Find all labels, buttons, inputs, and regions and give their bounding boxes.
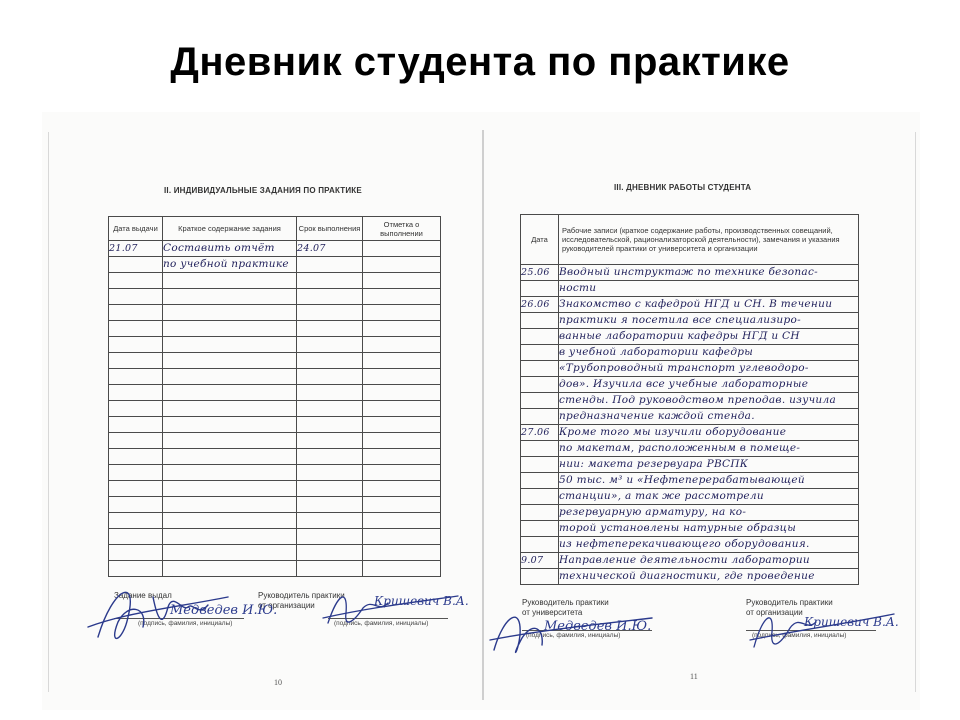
cell-task-summary (163, 433, 297, 449)
right-org-signature (744, 592, 904, 662)
cell-completion-mark (363, 481, 441, 497)
column-header-work-records: Рабочие записи (краткое содержание работы, производственных совещаний, исследовательской, рационализаторской деятельности), замечания и указания руководителей практики от университета и организации (559, 215, 859, 265)
cell-task-summary (163, 385, 297, 401)
right-org-supervisor-label-line2: от организации (746, 608, 803, 617)
right-org-signature-text: Кришевич В.А. (804, 615, 899, 629)
cell-issue-date (109, 369, 163, 385)
cell-completion-mark (363, 241, 441, 257)
cell-work-record: Знакомство с кафедрой НГД и СН. В течении (559, 297, 859, 313)
cell-issue-date (109, 481, 163, 497)
table-row (521, 409, 859, 425)
cell-date (521, 361, 559, 377)
table-row (521, 345, 859, 361)
cell-completion-mark (363, 513, 441, 529)
left-org-caption: (подпись, фамилия, инициалы) (334, 620, 429, 627)
university-supervisor-label-line2: от университета (522, 608, 583, 617)
individual-tasks-table (108, 216, 441, 577)
table-row (109, 449, 441, 465)
cell-date (521, 537, 559, 553)
table-row (109, 417, 441, 433)
cell-work-record: 50 тыс. м³ и «Нефтеперерабатывающей (559, 473, 859, 489)
cell-deadline (297, 353, 363, 369)
cell-work-record: торой установлены натурные образцы (559, 521, 859, 537)
table-row (109, 241, 441, 257)
table-row (109, 433, 441, 449)
table-row (109, 337, 441, 353)
table-row (521, 537, 859, 553)
column-header-date: Дата (521, 215, 559, 265)
table-row (521, 265, 859, 281)
cell-issue-date (109, 513, 163, 529)
cell-deadline (297, 529, 363, 545)
cell-date: 26.06 (521, 297, 559, 313)
cell-issue-date (109, 353, 163, 369)
right-page (482, 112, 920, 710)
university-caption: (подпись, фамилия, инициалы) (526, 632, 621, 639)
cell-deadline (297, 497, 363, 513)
scanned-diary-spread (42, 112, 920, 710)
cell-task-summary (163, 353, 297, 369)
column-header-task-summary: Краткое содержание задания (163, 217, 297, 241)
cell-date: 9.07 (521, 553, 559, 569)
table-row (109, 273, 441, 289)
table-row (109, 481, 441, 497)
cell-deadline (297, 513, 363, 529)
cell-work-record: Направление деятельности лаборатории (559, 553, 859, 569)
cell-work-record: стенды. Под руководством преподав. изучила (559, 393, 859, 409)
cell-completion-mark (363, 257, 441, 273)
cell-task-summary (163, 529, 297, 545)
cell-issue-date (109, 385, 163, 401)
cell-deadline (297, 545, 363, 561)
task-issued-caption: (подпись, фамилия, инициалы) (138, 620, 233, 627)
cell-task-summary (163, 545, 297, 561)
cell-completion-mark (363, 417, 441, 433)
table-row (521, 313, 859, 329)
cell-issue-date (109, 497, 163, 513)
cell-issue-date (109, 465, 163, 481)
table-row (109, 289, 441, 305)
cell-task-summary: Составить отчёт (163, 241, 297, 257)
cell-deadline (297, 401, 363, 417)
task-issued-label: Задание выдал (114, 591, 172, 600)
cell-issue-date (109, 449, 163, 465)
cell-work-record: предназначение каждой стенда. (559, 409, 859, 425)
table-row (109, 369, 441, 385)
cell-date (521, 313, 559, 329)
cell-date (521, 409, 559, 425)
table-row (109, 305, 441, 321)
cell-date: 25.06 (521, 265, 559, 281)
cell-completion-mark (363, 401, 441, 417)
table-row (521, 377, 859, 393)
cell-date (521, 377, 559, 393)
cell-task-summary (163, 305, 297, 321)
cell-completion-mark (363, 305, 441, 321)
table-row (109, 401, 441, 417)
table-row (521, 457, 859, 473)
cell-date: 27.06 (521, 425, 559, 441)
cell-issue-date (109, 321, 163, 337)
right-org-caption: (подпись, фамилия, инициалы) (752, 632, 847, 639)
cell-work-record: из нефтеперекачивающего оборудования. (559, 537, 859, 553)
cell-issue-date (109, 257, 163, 273)
left-org-supervisor-label-line2: от организации (258, 601, 315, 610)
cell-date (521, 569, 559, 585)
cell-issue-date (109, 289, 163, 305)
left-org-signature-text: Кришевич В.А. (374, 594, 469, 608)
cell-completion-mark (363, 433, 441, 449)
cell-issue-date (109, 433, 163, 449)
table-row (521, 329, 859, 345)
table-row (521, 425, 859, 441)
table-row (109, 385, 441, 401)
cell-issue-date (109, 337, 163, 353)
table-row (109, 497, 441, 513)
university-supervisor-signature (482, 590, 672, 665)
column-header-completion-mark: Отметка о выполнении (363, 217, 441, 241)
task-issuer-signature-text: Медведев И.Ю. (170, 603, 278, 618)
table-row (109, 257, 441, 273)
cell-completion-mark (363, 449, 441, 465)
student-work-diary-table (520, 214, 859, 585)
table-row (521, 521, 859, 537)
table-row (109, 529, 441, 545)
left-page-number: 10 (274, 678, 282, 687)
cell-deadline: 24.07 (297, 241, 363, 257)
cell-date (521, 473, 559, 489)
cell-date (521, 489, 559, 505)
column-header-deadline: Срок выполнения (297, 217, 363, 241)
table-row (521, 393, 859, 409)
cell-date (521, 457, 559, 473)
cell-completion-mark (363, 353, 441, 369)
cell-deadline (297, 369, 363, 385)
table-row (109, 321, 441, 337)
cell-task-summary (163, 289, 297, 305)
cell-completion-mark (363, 289, 441, 305)
cell-completion-mark (363, 529, 441, 545)
table-row (521, 489, 859, 505)
left-org-signature (318, 578, 468, 638)
cell-completion-mark (363, 561, 441, 577)
cell-deadline (297, 321, 363, 337)
cell-issue-date (109, 417, 163, 433)
cell-deadline (297, 449, 363, 465)
cell-task-summary (163, 273, 297, 289)
cell-completion-mark (363, 465, 441, 481)
cell-date (521, 345, 559, 361)
cell-work-record: дов». Изучила все учебные лабораторные (559, 377, 859, 393)
cell-work-record: нии: макета резервуара РВСПК (559, 457, 859, 473)
cell-deadline (297, 305, 363, 321)
cell-completion-mark (363, 321, 441, 337)
cell-date (521, 521, 559, 537)
cell-issue-date (109, 305, 163, 321)
cell-deadline (297, 561, 363, 577)
cell-date (521, 329, 559, 345)
cell-task-summary (163, 321, 297, 337)
left-page (42, 112, 482, 710)
cell-work-record: Кроме того мы изучили оборудование (559, 425, 859, 441)
cell-deadline (297, 385, 363, 401)
cell-completion-mark (363, 545, 441, 561)
cell-completion-mark (363, 369, 441, 385)
cell-work-record: технической диагностики, где проведение (559, 569, 859, 585)
cell-work-record: в учебной лаборатории кафедры (559, 345, 859, 361)
cell-completion-mark (363, 385, 441, 401)
cell-task-summary: по учебной практике (163, 257, 297, 273)
cell-work-record: «Трубопроводный транспорт углеводоро- (559, 361, 859, 377)
cell-task-summary (163, 337, 297, 353)
table-row (521, 553, 859, 569)
cell-task-summary (163, 449, 297, 465)
cell-work-record: ванные лаборатории кафедры НГД и СН (559, 329, 859, 345)
cell-task-summary (163, 513, 297, 529)
table-row (109, 353, 441, 369)
task-issuer-signature (68, 567, 278, 652)
cell-deadline (297, 337, 363, 353)
cell-task-summary (163, 401, 297, 417)
table-row (109, 465, 441, 481)
cell-task-summary (163, 481, 297, 497)
cell-task-summary (163, 417, 297, 433)
cell-issue-date (109, 401, 163, 417)
university-supervisor-label-line1: Руководитель практики (522, 598, 609, 607)
right-page-number: 11 (690, 672, 698, 681)
table-row (109, 545, 441, 561)
table-row (521, 281, 859, 297)
cell-deadline (297, 417, 363, 433)
left-page-heading: II. ИНДИВИДУАЛЬНЫЕ ЗАДАНИЯ ПО ПРАКТИКЕ (164, 186, 362, 195)
table-row (109, 513, 441, 529)
cell-issue-date (109, 273, 163, 289)
cell-issue-date (109, 529, 163, 545)
table-row (521, 505, 859, 521)
left-org-supervisor-label-line1: Руководитель практики (258, 591, 345, 600)
cell-deadline (297, 433, 363, 449)
university-signature-text: Медведев И.Ю. (544, 619, 652, 634)
table-row (521, 297, 859, 313)
cell-completion-mark (363, 273, 441, 289)
table-row (521, 361, 859, 377)
right-org-supervisor-label-line1: Руководитель практики (746, 598, 833, 607)
cell-deadline (297, 481, 363, 497)
cell-work-record: станции», а так же рассмотрели (559, 489, 859, 505)
table-row (521, 569, 859, 585)
table-row (521, 441, 859, 457)
cell-date (521, 441, 559, 457)
cell-deadline (297, 465, 363, 481)
table-row (521, 473, 859, 489)
cell-date (521, 281, 559, 297)
column-header-issue-date: Дата выдачи (109, 217, 163, 241)
slide-title: Дневник студента по практике (170, 40, 790, 84)
cell-task-summary (163, 369, 297, 385)
cell-deadline (297, 257, 363, 273)
cell-task-summary (163, 465, 297, 481)
cell-work-record: резервуарную арматуру, на ко- (559, 505, 859, 521)
cell-work-record: практики я посетила все специализиро- (559, 313, 859, 329)
cell-issue-date (109, 545, 163, 561)
cell-completion-mark (363, 337, 441, 353)
cell-date (521, 393, 559, 409)
cell-deadline (297, 273, 363, 289)
cell-completion-mark (363, 497, 441, 513)
cell-deadline (297, 289, 363, 305)
cell-task-summary (163, 497, 297, 513)
cell-work-record: Вводный инструктаж по технике безопас- (559, 265, 859, 281)
right-page-heading: III. ДНЕВНИК РАБОТЫ СТУДЕНТА (614, 183, 752, 192)
cell-work-record: по макетам, расположенным в помеще- (559, 441, 859, 457)
cell-date (521, 505, 559, 521)
cell-issue-date: 21.07 (109, 241, 163, 257)
cell-work-record: ности (559, 281, 859, 297)
